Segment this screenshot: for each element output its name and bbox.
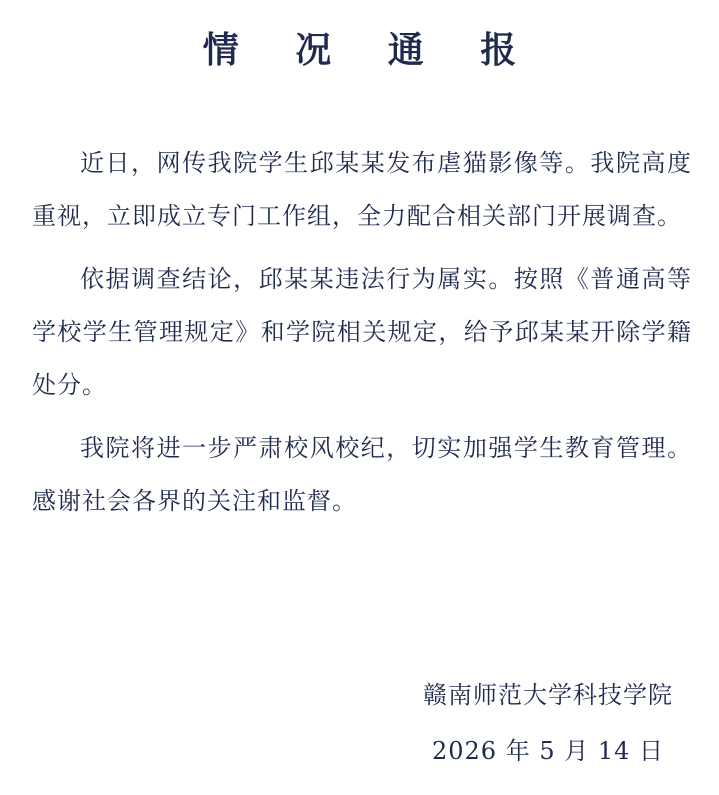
- document-body: [32, 137, 692, 538]
- signature-block: [423, 675, 673, 771]
- paragraph-1: 近日，网传我院学生邱某某发布虐猫影像等。我院高度重视，立即成立专门工作组，全力配合相关部门开展调查。: [32, 149, 692, 230]
- paragraph-3: 我院将进一步严肃校风校纪，切实加强学生教育管理。感谢社会各界的关注和监督。: [32, 434, 692, 515]
- document-title: 情 况 通 报: [202, 29, 539, 71]
- paragraph-2: 依据调查结论，邱某某违法行为属实。按照《普通高等学校学生管理规定》和学院相关规定，给予邱某某开除学籍处分。: [32, 265, 692, 399]
- signature-organization: 赣南师范大学科技学院: [423, 681, 673, 709]
- signature-date: 2026 年 5 月 14 日: [431, 737, 665, 765]
